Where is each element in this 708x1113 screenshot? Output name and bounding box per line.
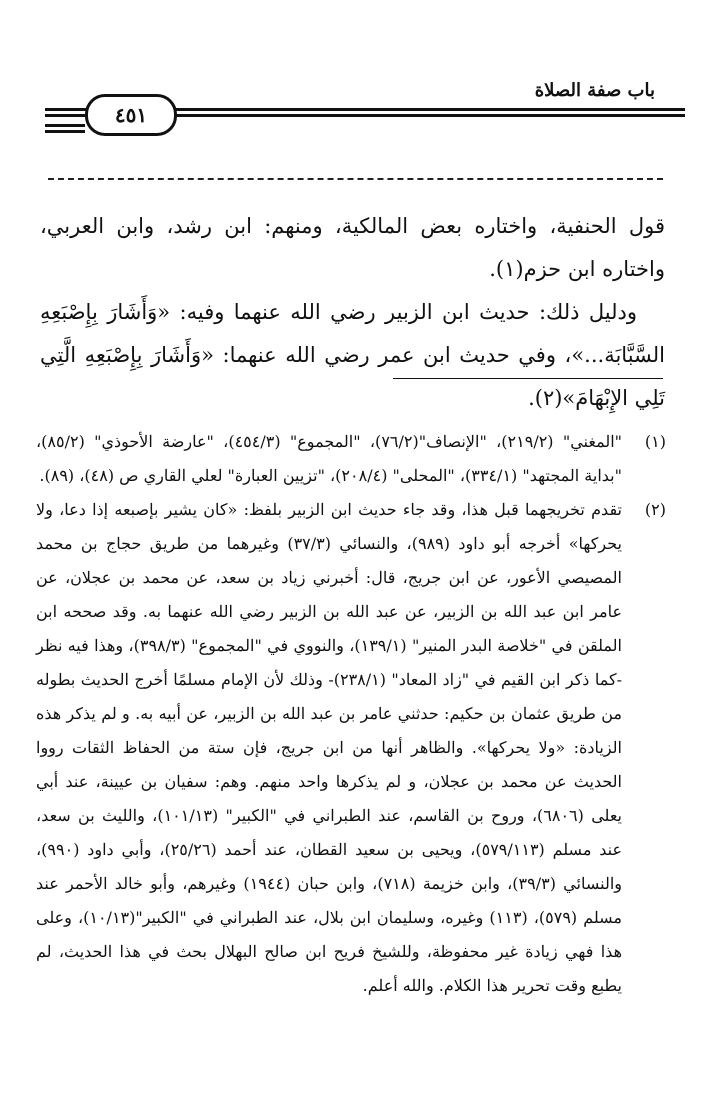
footnote-number: (٢) [644,500,666,519]
body-paragraph: قول الحنفية، واختاره بعض المالكية، ومنهم: ابن رشد، وابن العربي، واختاره ابن حزم(١). [40,214,665,281]
footnote [36,425,666,493]
page-number: ٤٥١ [85,94,177,136]
footnote-number: (١) [644,432,666,451]
body-paragraph: ودليل ذلك: حديث ابن الزبير رضي الله عنهما وفيه: «وَأَشَارَ بِإِصْبَعِهِ السَّبَّابَة...»، وفي حديث ابن عمر رضي الله عنهما: «وَأَشَارَ بِإِصْبَعِهِ الَّتِي تَلِي الإِبْهَامَ»(٢). [40,300,665,410]
footnotes [36,425,666,1003]
header-rule-left-1 [45,124,85,127]
header-rule-left-2 [45,130,85,133]
footnote-text: "المغني" (٢١٩/٢)، "الإنصاف"(٧٦/٢)، "المجموع" (٤٥٤/٣)، "عارضة الأحوذي" (٨٥/٢)، "بداية المجتهد" (٣٣٤/١)، "المحلى" (٢٠٨/٤)، "تزيين العبارة" لعلي القاري ص (٤٨)، (٨٩). [36,432,623,485]
main-text [40,205,665,420]
footnote [36,493,666,1003]
page-header [45,80,685,170]
header-divider [48,178,663,180]
chapter-title: باب صفة الصلاة [534,80,655,101]
footnote-text: تقدم تخريجهما قبل هذا، وقد جاء حديث ابن الزبير بلفظ: «كان يشير بإصبعه إذا دعا، ولا يحركها» أخرجه أبو داود (٩٨٩)، والنسائي (٣٧/٣) وغيرهما من طريق حجاج بن محمد المصيصي الأعور، عن ابن جريج، قال: أخبرني زياد بن سعد، عن محمد بن عجلان، عن عامر ابن عبد الله بن الزبير، عن عبد الله بن الزبير رضي الله عنهما به. وقد صححه ابن الملقن في "خلاصة البدر المنير" (١٣٩/١)، والنووي في "المجموع" (٣٩٨/٣)، وهذا فيه نظر -كما ذكر ابن القيم في "زاد المعاد" (٢٣٨/١)- وذلك لأن الإمام مسلمًا أخرج الحديث بطوله من طريق عثمان بن حكيم: حدثني عامر بن عبد الله بن الزبير، عن أبيه به. و لم يذكر هذه الزيادة: «ولا يحركها». والظاهر أنها من ابن جريج، فإن ستة من الحفاظ الثقات رووا الحديث عن محمد بن عجلان، و لم يذكرها واحد منهم. وهم: سفيان بن عيينة، عند أبي يعلى (٦٨٠٦)، وروح بن القاسم، عند الطبراني في "الكبير" (١٠١/١٣)، والليث بن سعد، عند مسلم (٥٧٩/١١٣)، ويحيى بن سعيد القطان، عند أحمد (٢٥/٢٦)، وأبي داود (٩٩٠)، والنسائي (٣٩/٣)، وابن خزيمة (٧١٨)، وابن حبان (١٩٤٤) وغيرهم، وأبو خالد الأحمر عند مسلم (٥٧٩)، (١١٣) وغيره، وسليمان ابن بلال، عند الطبراني في "الكبير"(١٠/١٣)، وعلى هذا فهي زيادة غير محفوظة، وللشيخ فريح ابن صالح البهلال بحث في هذا الحديث، لم يطبع وقت تحرير هذا الكلام. والله أعلم. [36,500,623,995]
footnote-separator [393,378,663,379]
